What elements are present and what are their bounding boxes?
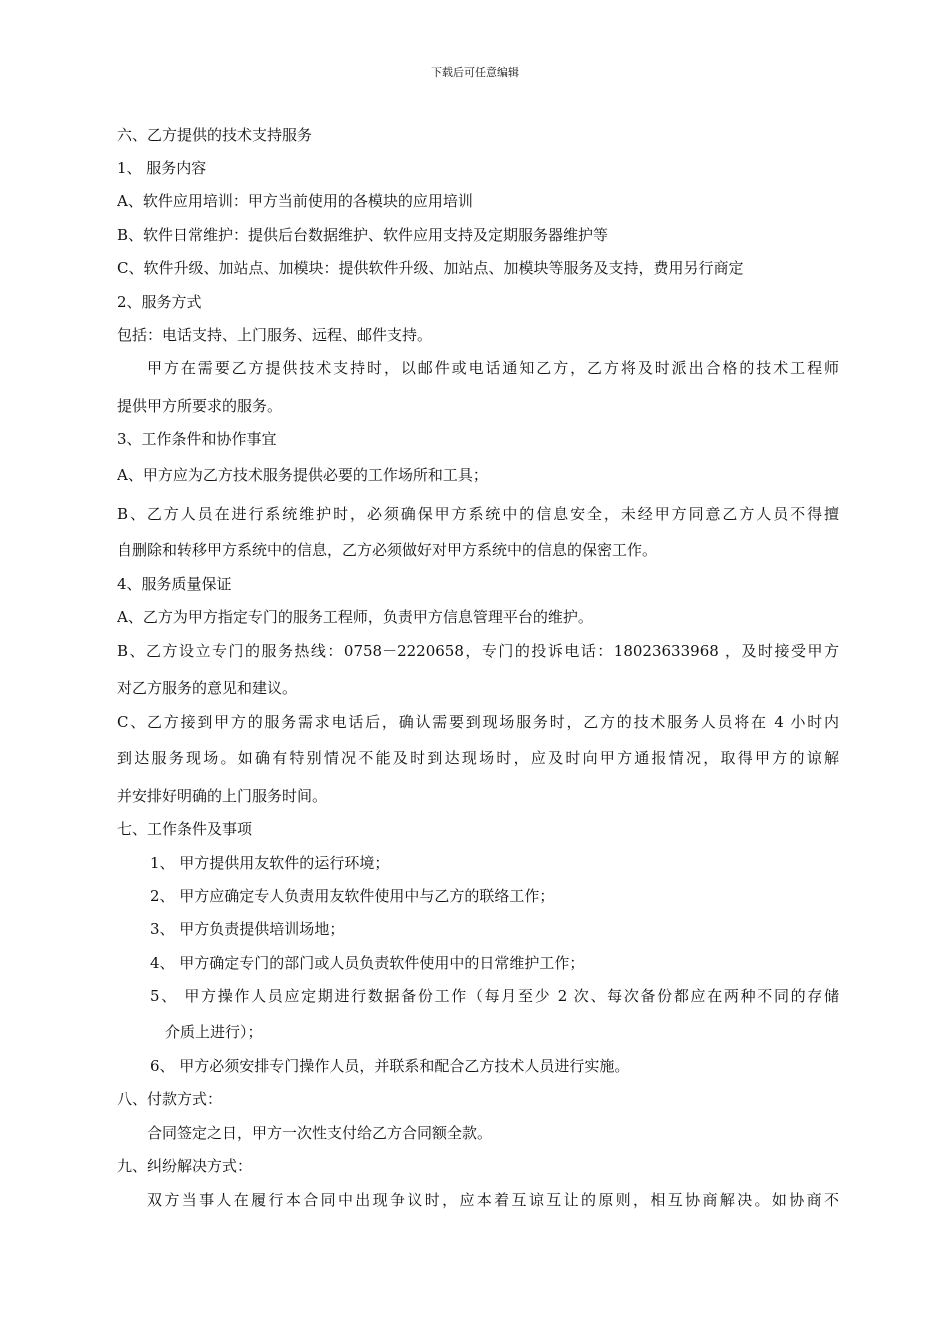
paragraph-line: B、乙方设立专门的服务热线：0758－2220658，专门的投诉电话：18023633968 ，及时接受甲方 bbox=[117, 642, 839, 660]
list-item: 4、 甲方确定专门的部门或人员负责软件使用中的日常维护工作； bbox=[150, 954, 585, 972]
paragraph-line: 到达服务现场。如确有特别情况不能及时到达现场时，应及时向甲方通报情况，取得甲方的谅解 bbox=[117, 749, 839, 767]
paragraph-line: B、乙方人员在进行系统维护时，必须确保甲方系统中的信息安全，未经甲方同意乙方人员不得擅 bbox=[117, 505, 839, 523]
list-item: 1、 甲方提供用友软件的运行环境； bbox=[150, 854, 390, 872]
paragraph-line: A、乙方为甲方指定专门的服务工程师，负责甲方信息管理平台的维护。 bbox=[117, 608, 593, 626]
paragraph-line: 包括：电话支持、上门服务、远程、邮件支持。 bbox=[117, 326, 433, 344]
section-heading-8: 八、付款方式： bbox=[117, 1090, 223, 1108]
subsection-heading: 2、服务方式 bbox=[117, 293, 202, 311]
paragraph-line: 对乙方服务的意见和建议。 bbox=[117, 679, 298, 697]
section-heading-7: 七、工作条件及事项 bbox=[117, 820, 253, 838]
paragraph-line: 双方当事人在履行本合同中出现争议时，应本着互谅互让的原则，相互协商解决。如协商不 bbox=[147, 1191, 839, 1209]
paragraph-line: 甲方在需要乙方提供技术支持时，以邮件或电话通知乙方，乙方将及时派出合格的技术工程师 bbox=[147, 359, 839, 377]
subsection-heading: 4、服务质量保证 bbox=[117, 575, 232, 593]
paragraph-line: 自删除和转移甲方系统中的信息，乙方必须做好对甲方系统中的信息的保密工作。 bbox=[117, 541, 658, 559]
paragraph-line: A、甲方应为乙方技术服务提供必要的工作场所和工具； bbox=[117, 466, 488, 484]
paragraph-line: C、软件升级、加站点、加模块：提供软件升级、加站点、加模块等服务及支持，费用另行商定 bbox=[117, 259, 744, 277]
paragraph-line: 合同签定之日，甲方一次性支付给乙方合同额全款。 bbox=[147, 1124, 493, 1142]
list-item: 5、 甲方操作人员应定期进行数据备份工作（每月至少 2 次、每次备份都应在两种不同的存储 bbox=[150, 987, 839, 1005]
paragraph-line: C、乙方接到甲方的服务需求电话后，确认需要到现场服务时，乙方的技术服务人员将在 4 小时内 bbox=[117, 713, 839, 731]
list-item: 3、 甲方负责提供培训场地； bbox=[150, 920, 345, 938]
paragraph-line: B、软件日常维护：提供后台数据维护、软件应用支持及定期服务器维护等 bbox=[117, 226, 609, 244]
section-heading-6: 六、乙方提供的技术支持服务 bbox=[117, 126, 313, 144]
list-item-continuation: 介质上进行）； bbox=[165, 1023, 263, 1041]
subsection-heading: 1、 服务内容 bbox=[117, 159, 207, 177]
paragraph-line: 并安排好明确的上门服务时间。 bbox=[117, 787, 328, 805]
paragraph-line: A、软件应用培训：甲方当前使用的各模块的应用培训 bbox=[117, 192, 473, 210]
section-heading-9: 九、纠纷解决方式： bbox=[117, 1157, 253, 1175]
list-item: 2、 甲方应确定专人负责用友软件使用中与乙方的联络工作； bbox=[150, 887, 555, 905]
list-item: 6、 甲方必须安排专门操作人员，并联系和配合乙方技术人员进行实施。 bbox=[150, 1057, 630, 1075]
paragraph-line: 提供甲方所要求的服务。 bbox=[117, 397, 283, 415]
subsection-heading: 3、工作条件和协作事宜 bbox=[117, 430, 277, 448]
page-header: 下载后可任意编辑 bbox=[431, 66, 519, 79]
